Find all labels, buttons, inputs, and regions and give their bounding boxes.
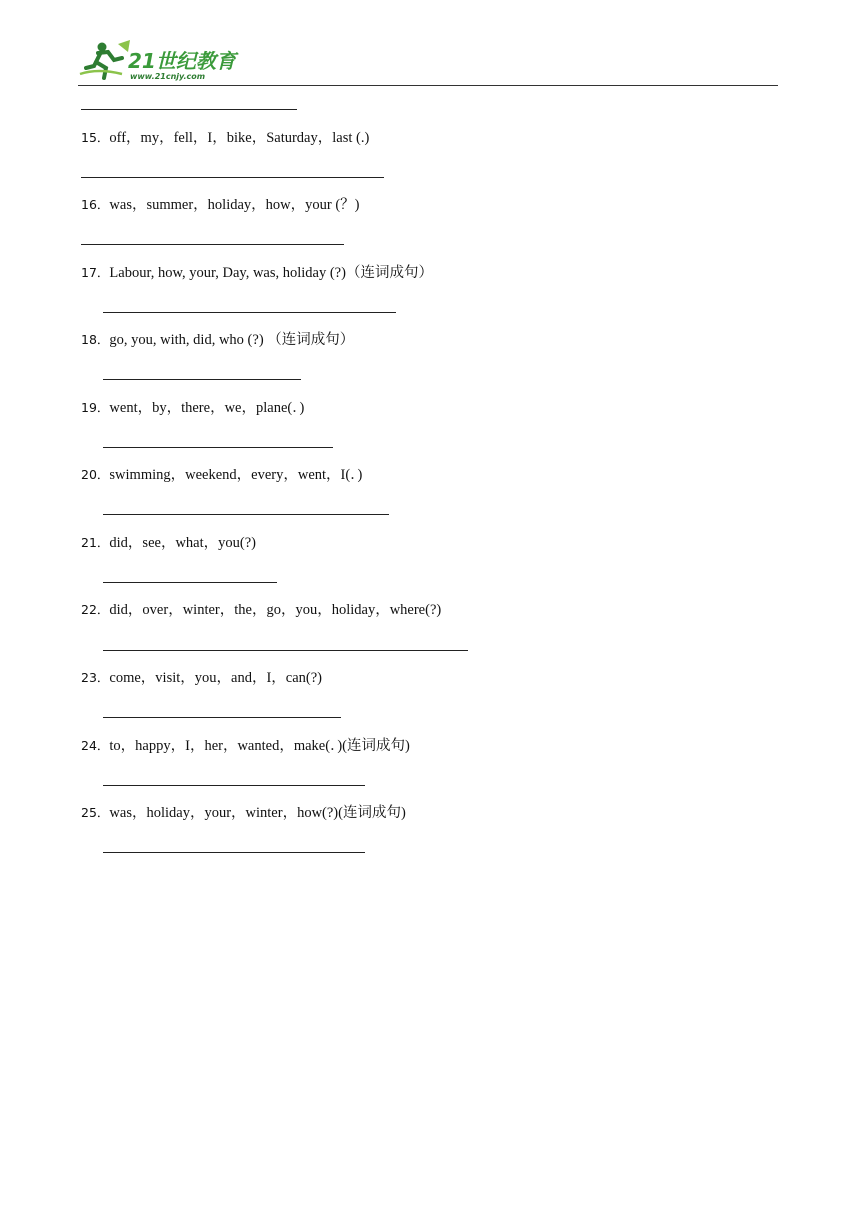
question-number: 25． (81, 805, 110, 820)
question-16 (81, 196, 360, 214)
question-number: 23． (81, 670, 110, 685)
question-text: was，holiday，your，winter，how(?)(连词成句) (109, 805, 406, 821)
question-text: Labour, how, your, Day, was, holiday (?)（连词成句） (109, 265, 433, 281)
question-text: did，over，winter，the，go，you，holiday，where(?) (109, 602, 442, 618)
question-text: come，visit，you，and，I，can(?) (109, 670, 323, 686)
question-21 (81, 534, 256, 552)
answer-line-17[interactable] (103, 312, 396, 313)
question-15 (81, 129, 369, 147)
question-number: 21． (81, 535, 110, 550)
answer-line-carryover (81, 109, 297, 110)
page-header (78, 36, 778, 88)
question-text: did，see，what，you(?) (109, 535, 256, 551)
answer-line-15[interactable] (81, 177, 384, 178)
answer-line-19[interactable] (103, 447, 333, 448)
question-text: off，my，fell，I，bike，Saturday，last (.) (109, 130, 370, 146)
logo-title: 21世纪教育 (128, 49, 236, 73)
answer-line-21[interactable] (103, 582, 277, 583)
question-text: went，by，there，we，plane(．) (109, 400, 305, 416)
question-text: was，summer，holiday，how，your (？) (109, 197, 360, 213)
answer-line-25[interactable] (103, 852, 365, 853)
question-text: to，happy，I，her，wanted，make(．)(连词成句) (109, 738, 410, 754)
question-number: 16． (81, 197, 110, 212)
question-number: 22． (81, 602, 110, 617)
question-24 (81, 737, 410, 755)
header-rule (78, 85, 778, 86)
answer-line-16[interactable] (81, 244, 344, 245)
answer-line-24[interactable] (103, 785, 365, 786)
question-19 (81, 399, 304, 417)
question-number: 18． (81, 332, 110, 347)
question-17 (81, 264, 433, 282)
question-number: 19． (81, 400, 110, 415)
question-22 (81, 601, 441, 619)
question-text: swimming，weekend，every，went，I(．) (109, 467, 363, 483)
question-18 (81, 331, 354, 349)
runner-icon (80, 40, 130, 78)
question-number: 24． (81, 738, 110, 753)
answer-line-22[interactable] (103, 650, 468, 651)
answer-line-23[interactable] (103, 717, 341, 718)
question-20 (81, 466, 362, 484)
question-number: 15． (81, 130, 110, 145)
question-number: 17． (81, 265, 110, 280)
logo-21cnjy (78, 38, 248, 84)
answer-line-18[interactable] (103, 379, 301, 380)
question-number: 20． (81, 467, 110, 482)
question-text: go, you, with, did, who (?) （连词成句） (109, 332, 355, 348)
question-25 (81, 804, 406, 822)
question-23 (81, 669, 322, 687)
logo-url: www.21cnjy.com (130, 72, 206, 81)
answer-line-20[interactable] (103, 514, 389, 515)
